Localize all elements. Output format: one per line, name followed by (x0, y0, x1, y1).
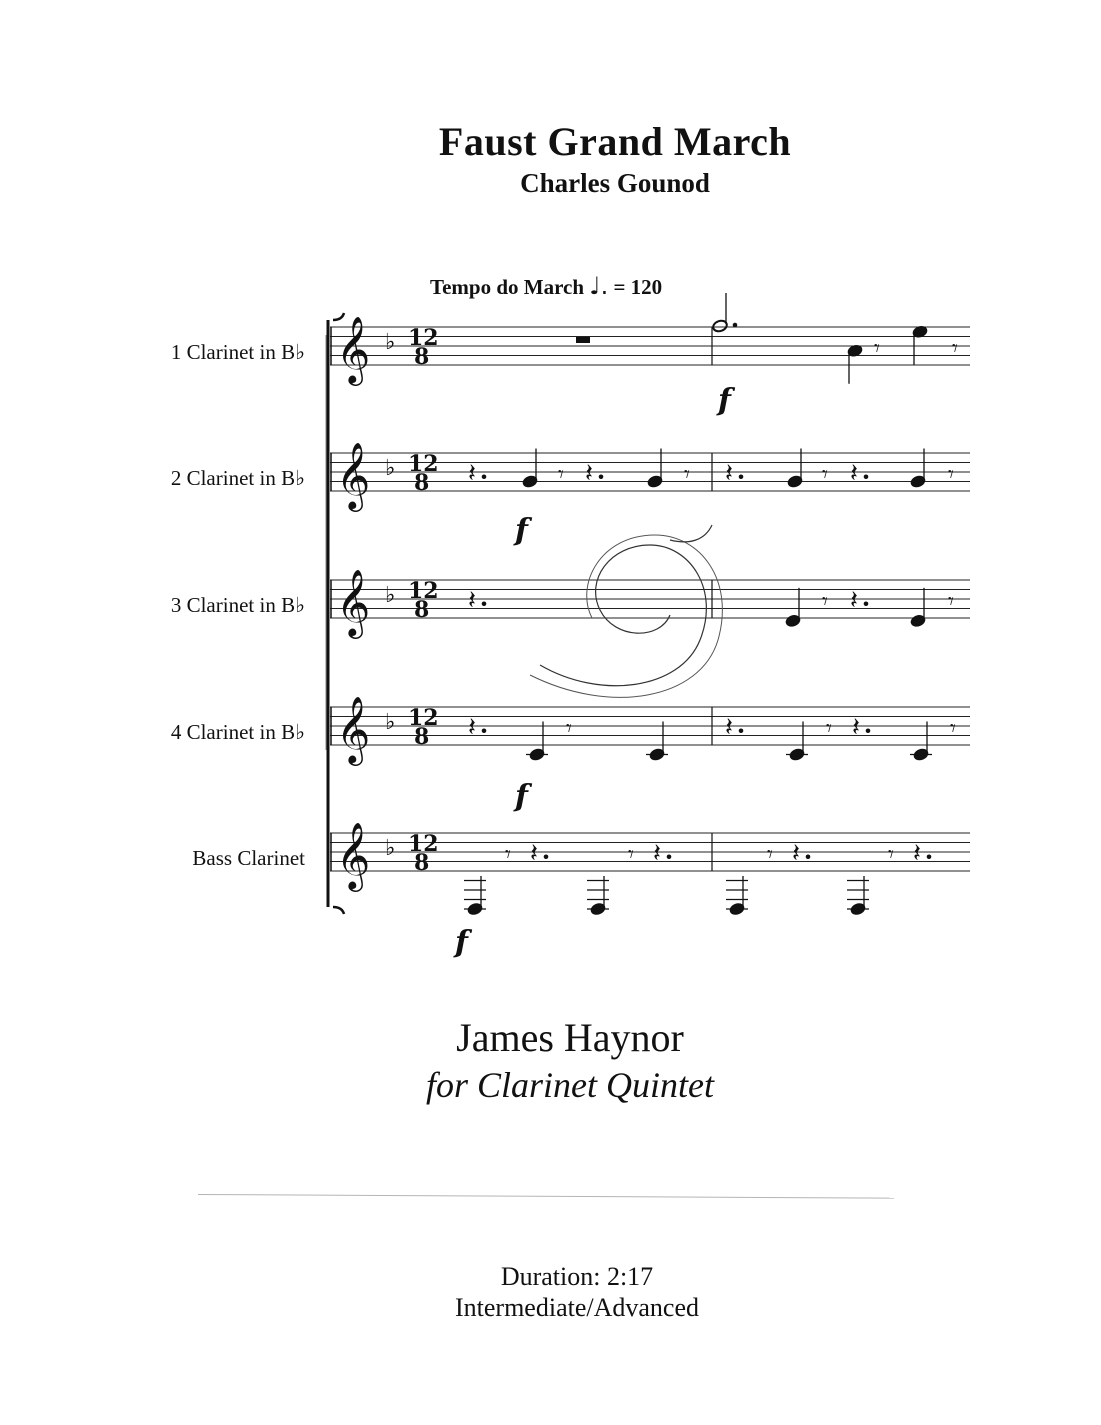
treble-clef-icon: 𝄞 (336, 315, 371, 383)
time-signature-numerator: 12 (408, 451, 439, 477)
flat-key-signature-icon: ♭ (385, 710, 396, 735)
eighth-rest-icon: 𝄾 (767, 842, 773, 868)
time-signature-denominator: 8 (414, 850, 430, 876)
dynamic-marking: f (515, 513, 528, 548)
eighth-rest-icon: 𝄾 (826, 716, 832, 742)
dot (482, 474, 487, 479)
eighth-rest-icon: 𝄾 (628, 842, 634, 868)
dynamic-marking: f (718, 383, 731, 418)
composer-name: Charles Gounod (520, 168, 710, 198)
flat-key-signature-icon: ♭ (385, 583, 396, 608)
swirl-distortion (530, 535, 722, 697)
time-signature-numerator: 12 (408, 831, 439, 857)
instrument-label-clarinet-2: 2 Clarinet in B♭ (170, 466, 305, 490)
dot (482, 601, 487, 606)
dot (544, 854, 549, 859)
instrument-label-clarinet-3: 3 Clarinet in B♭ (170, 593, 305, 617)
eighth-rest-icon: 𝄾 (948, 462, 954, 488)
time-signature-numerator: 12 (408, 578, 439, 604)
eighth-rest-icon: 𝄾 (952, 336, 958, 362)
quarter-rest-icon: 𝄽 (913, 838, 921, 869)
whole-rest-icon (576, 337, 590, 343)
swirl-distortion (670, 525, 712, 542)
dynamic-marking: f (455, 925, 468, 960)
flat-key-signature-icon: ♭ (385, 330, 396, 355)
eighth-rest-icon: 𝄾 (505, 842, 511, 868)
arranger-name: James Haynor (456, 1015, 684, 1060)
piece-title: Faust Grand March (438, 119, 792, 164)
difficulty-level: Intermediate/Advanced (455, 1293, 699, 1322)
quarter-rest-icon: 𝄽 (468, 585, 476, 616)
flat-key-signature-icon: ♭ (385, 836, 396, 861)
eighth-rest-icon: 𝄾 (948, 589, 954, 615)
quarter-rest-icon: 𝄽 (850, 458, 858, 489)
time-signature-denominator: 8 (414, 724, 430, 750)
time-signature-numerator: 12 (408, 325, 439, 351)
eighth-rest-icon: 𝄾 (950, 716, 956, 742)
dot (927, 854, 932, 859)
quarter-rest-icon: 𝄽 (468, 458, 476, 489)
dot (733, 323, 738, 328)
instrument-label-clarinet-4: 4 Clarinet in B♭ (170, 720, 305, 744)
eighth-rest-icon: 𝄾 (874, 336, 880, 362)
quarter-rest-icon: 𝄽 (468, 712, 476, 743)
quarter-rest-icon: 𝄽 (530, 838, 538, 869)
quarter-rest-icon: 𝄽 (850, 585, 858, 616)
dot (599, 474, 604, 479)
quarter-rest-icon: 𝄽 (653, 838, 661, 869)
swirl-distortion (540, 545, 706, 686)
dot (806, 854, 811, 859)
treble-clef-icon: 𝄞 (336, 441, 371, 509)
quarter-rest-icon: 𝄽 (725, 712, 733, 743)
scoring-subtitle: for Clarinet Quintet (426, 1065, 714, 1105)
instrument-label-bass-clarinet: Bass Clarinet (192, 846, 305, 870)
divider-line (198, 1194, 894, 1199)
eighth-rest-icon: 𝄾 (558, 462, 564, 488)
dot (482, 728, 487, 733)
dot (864, 474, 869, 479)
tempo-value: = 120 (613, 275, 663, 299)
dot (739, 728, 744, 733)
dot (864, 601, 869, 606)
quarter-rest-icon: 𝄽 (792, 838, 800, 869)
eighth-rest-icon: 𝄾 (822, 589, 828, 615)
time-signature-denominator: 8 (414, 597, 430, 623)
flat-key-signature-icon: ♭ (385, 456, 396, 481)
eighth-rest-icon: 𝄾 (566, 716, 572, 742)
time-signature-numerator: 12 (408, 705, 439, 731)
dot (739, 474, 744, 479)
duration-text: Duration: 2:17 (500, 1262, 654, 1291)
dot (866, 728, 871, 733)
quarter-rest-icon: 𝄽 (725, 458, 733, 489)
eighth-rest-icon: 𝄾 (822, 462, 828, 488)
eighth-rest-icon: 𝄾 (684, 462, 690, 488)
instrument-label-clarinet-1: 1 Clarinet in B♭ (170, 340, 305, 364)
time-signature-denominator: 8 (414, 344, 430, 370)
tempo-label: Tempo do March (430, 275, 585, 299)
time-signature-denominator: 8 (414, 470, 430, 496)
treble-clef-icon: 𝄞 (336, 568, 371, 636)
quarter-rest-icon: 𝄽 (852, 712, 860, 743)
treble-clef-icon: 𝄞 (336, 695, 371, 763)
treble-clef-icon: 𝄞 (336, 821, 371, 889)
quarter-rest-icon: 𝄽 (585, 458, 593, 489)
eighth-rest-icon: 𝄾 (888, 842, 894, 868)
dynamic-marking: f (515, 779, 528, 814)
dotted-quarter-note-icon: ♩. (589, 272, 609, 300)
dot (667, 854, 672, 859)
